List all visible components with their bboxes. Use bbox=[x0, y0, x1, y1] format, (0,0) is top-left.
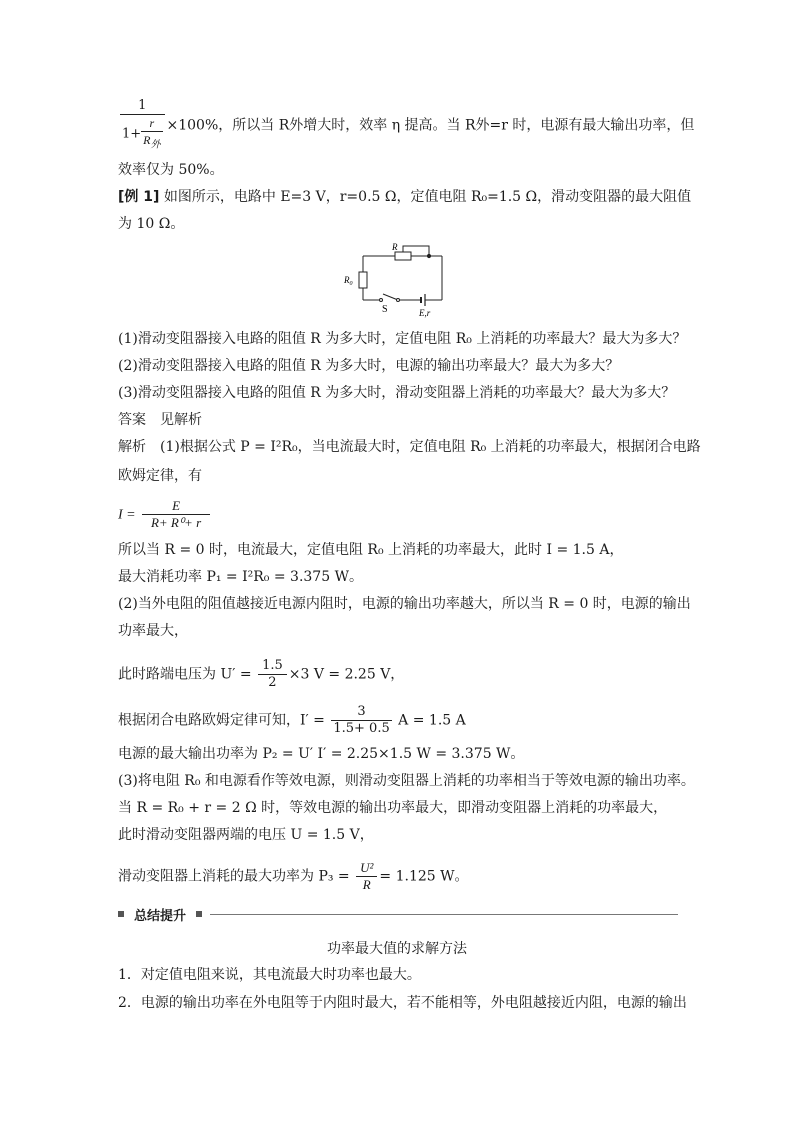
summary-item-1: 1．对定值电阻来说，其电流最大时功率也最大。 bbox=[118, 967, 421, 983]
answer-line: 答案 见解析 bbox=[118, 412, 202, 428]
analysis-line-4: 最大消耗功率 P₁ = I²R₀ = 3.375 W。 bbox=[118, 569, 363, 585]
efficiency-line: 1 1+ $\frac{r}{R_外}$ ×100%，所以当 R外增大时，效率 η 提高。当 R外=r 时，电源有最大输出功率，但 bbox=[118, 98, 694, 153]
label-Er: E,r bbox=[419, 308, 431, 318]
example-line-1: [例 1] 如图所示，电路中 E=3 V，r=0.5 Ω，定值电阻 R₀=1.5 Ω，滑动变阻器的最大阻值 bbox=[118, 189, 692, 205]
analysis-line-6: 功率最大， bbox=[118, 623, 188, 639]
efficiency-fraction: 1 1+ $\frac{r}{R_外}$ bbox=[120, 98, 165, 153]
efficiency-note: 效率仅为 50%。 bbox=[118, 162, 224, 178]
label-R: R bbox=[392, 242, 398, 252]
terminal-voltage-line: 此时路端电压为 U′ = $\frac{1.5}{2}$ ×3 V = 2.25 V， bbox=[118, 658, 405, 690]
divider bbox=[210, 914, 678, 915]
rheostat-resistor bbox=[395, 252, 411, 260]
square-bullet-icon bbox=[196, 911, 202, 917]
summary-item-2: 2．电源的输出功率在外电阻等于内阻时最大，若不能相等，外电阻越接近内阻，电源的输出 bbox=[118, 995, 687, 1011]
summary-header: 总结提升 bbox=[118, 905, 678, 925]
ohm-law-line: 根据闭合电路欧姆定律可知，I′ = $\frac{3}{1.5+ 0.5}$ A = 1.5 A bbox=[118, 704, 466, 736]
analysis-line-3: 所以当 R = 0 时，电流最大，定值电阻 R₀ 上消耗的功率最大，此时 I = 1.5 A， bbox=[118, 542, 624, 558]
question-2: (2)滑动变阻器接入电路的阻值 R 为多大时，电源的输出功率最大？最大为多大？ bbox=[118, 358, 620, 374]
example-line-2: 为 10 Ω。 bbox=[118, 216, 185, 232]
summary-title: 功率最大值的求解方法 bbox=[327, 941, 467, 957]
label-R0: $R_0$ bbox=[344, 275, 353, 287]
max-power-line: 滑动变阻器上消耗的最大功率为 P₃ = $\frac{\text{U²}}{R}$ = 1.125 W。 bbox=[118, 860, 469, 892]
analysis-line-5: (2)当外电阻的阻值越接近电源内阻时，电源的输出功率越大，所以当 R = 0 时，电源的输出 bbox=[118, 596, 691, 612]
question-3: (3)滑动变阻器接入电路的阻值 R 为多大时，滑动变阻器上消耗的功率最大？最大为多大？ bbox=[118, 385, 676, 401]
analysis-line-11: 当 R = R₀ + r = 2 Ω 时，等效电源的输出功率最大，即滑动变阻器上消耗的功率最大， bbox=[118, 800, 668, 816]
circuit-diagram bbox=[338, 238, 450, 318]
analysis-line-10: (3)将电阻 R₀ 和电源看作等效电源，则滑动变阻器上消耗的功率相当于等效电源的输出功率。 bbox=[118, 773, 695, 789]
analysis-line-1: 解析 (1)根据公式 P = I²R₀，当电流最大时，定值电阻 R₀ 上消耗的功率最大，根据闭合电路 bbox=[118, 439, 701, 455]
analysis-line-9: 电源的最大输出功率为 P₂ = U′ I′ = 2.25×1.5 W = 3.375 W。 bbox=[118, 746, 525, 762]
question-1: (1)滑动变阻器接入电路的阻值 R 为多大时，定值电阻 R₀ 上消耗的功率最大？最大为多大？ bbox=[118, 331, 687, 347]
fixed-resistor bbox=[359, 272, 367, 288]
current-equation: I = $\frac{E}{\text{R+ R⁰+ r}}$ bbox=[118, 498, 212, 531]
square-bullet-icon bbox=[118, 911, 124, 917]
label-S: S bbox=[382, 304, 388, 315]
analysis-line-2: 欧姆定律，有 bbox=[118, 468, 202, 484]
analysis-line-12: 此时滑动变阻器两端的电压 U = 1.5 V， bbox=[118, 827, 374, 843]
